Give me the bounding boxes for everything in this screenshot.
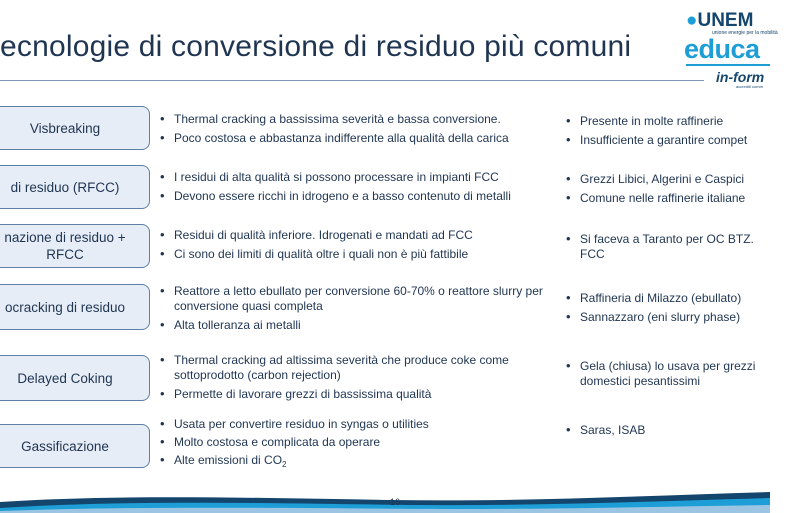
technology-label-box bbox=[0, 106, 150, 150]
description-item bbox=[160, 453, 560, 472]
example-item: • Si faceva a Taranto per OC BTZ. FCC bbox=[566, 232, 770, 262]
description-text: Alte emissioni di CO bbox=[174, 453, 283, 467]
example-list bbox=[566, 291, 786, 329]
description-item: • Usata per convertire residuo in syngas o utilities bbox=[160, 417, 560, 432]
title-divider bbox=[0, 80, 704, 81]
description-item: • Poco costosa e abbastanza indifferente alla qualità della carica bbox=[160, 131, 560, 146]
description-list bbox=[160, 353, 560, 406]
technology-label-box bbox=[0, 165, 150, 209]
description-list bbox=[160, 228, 560, 266]
inform-logo-text: in-form bbox=[716, 69, 765, 85]
description-item: • Thermal cracking ad altissima severità che produce coke come sottoprodotto (carbon rejection) bbox=[160, 353, 544, 383]
technology-label: Gassificazione bbox=[21, 438, 109, 454]
description-item: • Molto costosa e complicata da operare bbox=[160, 435, 560, 450]
example-list bbox=[566, 172, 786, 210]
description-list bbox=[160, 417, 560, 476]
example-item: • Raffineria di Milazzo (ebullato) bbox=[566, 291, 786, 306]
educa-logo-text: educa bbox=[684, 34, 760, 64]
example-item: • Sannazzaro (eni slurry phase) bbox=[566, 310, 786, 325]
example-item: • Insufficiente a garantire compet bbox=[566, 133, 786, 148]
description-item: • I residui di alta qualità si possono processare in impianti FCC bbox=[160, 170, 560, 185]
description-item: • Ci sono dei limiti di qualità oltre i quali non è più fattibile bbox=[160, 247, 560, 262]
technology-label: ocracking di residuo bbox=[4, 299, 126, 315]
example-item: • Presente in molte raffinerie bbox=[566, 114, 786, 129]
technology-label: di residuo (RFCC) bbox=[10, 179, 120, 195]
example-item: • Grezzi Libici, Algerini e Caspici bbox=[566, 172, 786, 187]
description-list bbox=[160, 284, 560, 337]
inform-logo-subtitle: accrediti comm bbox=[736, 84, 763, 89]
example-list bbox=[566, 423, 786, 442]
example-list bbox=[566, 114, 786, 152]
description-item: • Reattore a letto ebullato per conversione 60-70% o reattore slurry per conversione quasi completa bbox=[160, 284, 544, 314]
description-item: • Residui di qualità inferiore. Idrogenati e mandati ad FCC bbox=[160, 228, 560, 243]
description-item: • Devono essere ricchi in idrogeno e a basso contenuto di metalli bbox=[160, 189, 560, 204]
unem-logo-text: ●UNEM bbox=[686, 10, 754, 31]
unem-logo-subtitle: unione energie per la mobilità bbox=[712, 30, 778, 36]
technology-label-box bbox=[0, 424, 150, 468]
logo-bar bbox=[686, 64, 770, 66]
technology-label: RFCC bbox=[46, 247, 84, 262]
technology-label: nazione di residuo + bbox=[4, 230, 126, 245]
technology-label-box bbox=[0, 355, 150, 401]
description-list bbox=[160, 170, 560, 208]
technology-label-box bbox=[0, 284, 150, 330]
subscript-2: 2 bbox=[282, 460, 287, 469]
example-item: • Comune nelle raffinerie italiane bbox=[566, 191, 786, 206]
page-number: 16 bbox=[389, 497, 400, 507]
description-item: • Thermal cracking a bassissima severità e bassa conversione. bbox=[160, 112, 560, 127]
technology-label-box bbox=[0, 224, 150, 268]
description-item: • Permette di lavorare grezzi di bassissima qualità bbox=[160, 387, 560, 402]
slide-title: ecnologie di conversione di residuo più comuni bbox=[0, 30, 632, 63]
description-item: • Alta tolleranza ai metalli bbox=[160, 318, 560, 333]
example-list bbox=[566, 359, 786, 393]
description-list bbox=[160, 112, 560, 150]
logo bbox=[684, 8, 778, 89]
example-item: • Saras, ISAB bbox=[566, 423, 786, 438]
technology-label: Visbreaking bbox=[29, 120, 101, 136]
example-item: • Gela (chiusa) lo usava per grezzi domestici pesantissimi bbox=[566, 359, 780, 389]
technology-label: Delayed Coking bbox=[17, 370, 113, 386]
example-list bbox=[566, 232, 786, 266]
